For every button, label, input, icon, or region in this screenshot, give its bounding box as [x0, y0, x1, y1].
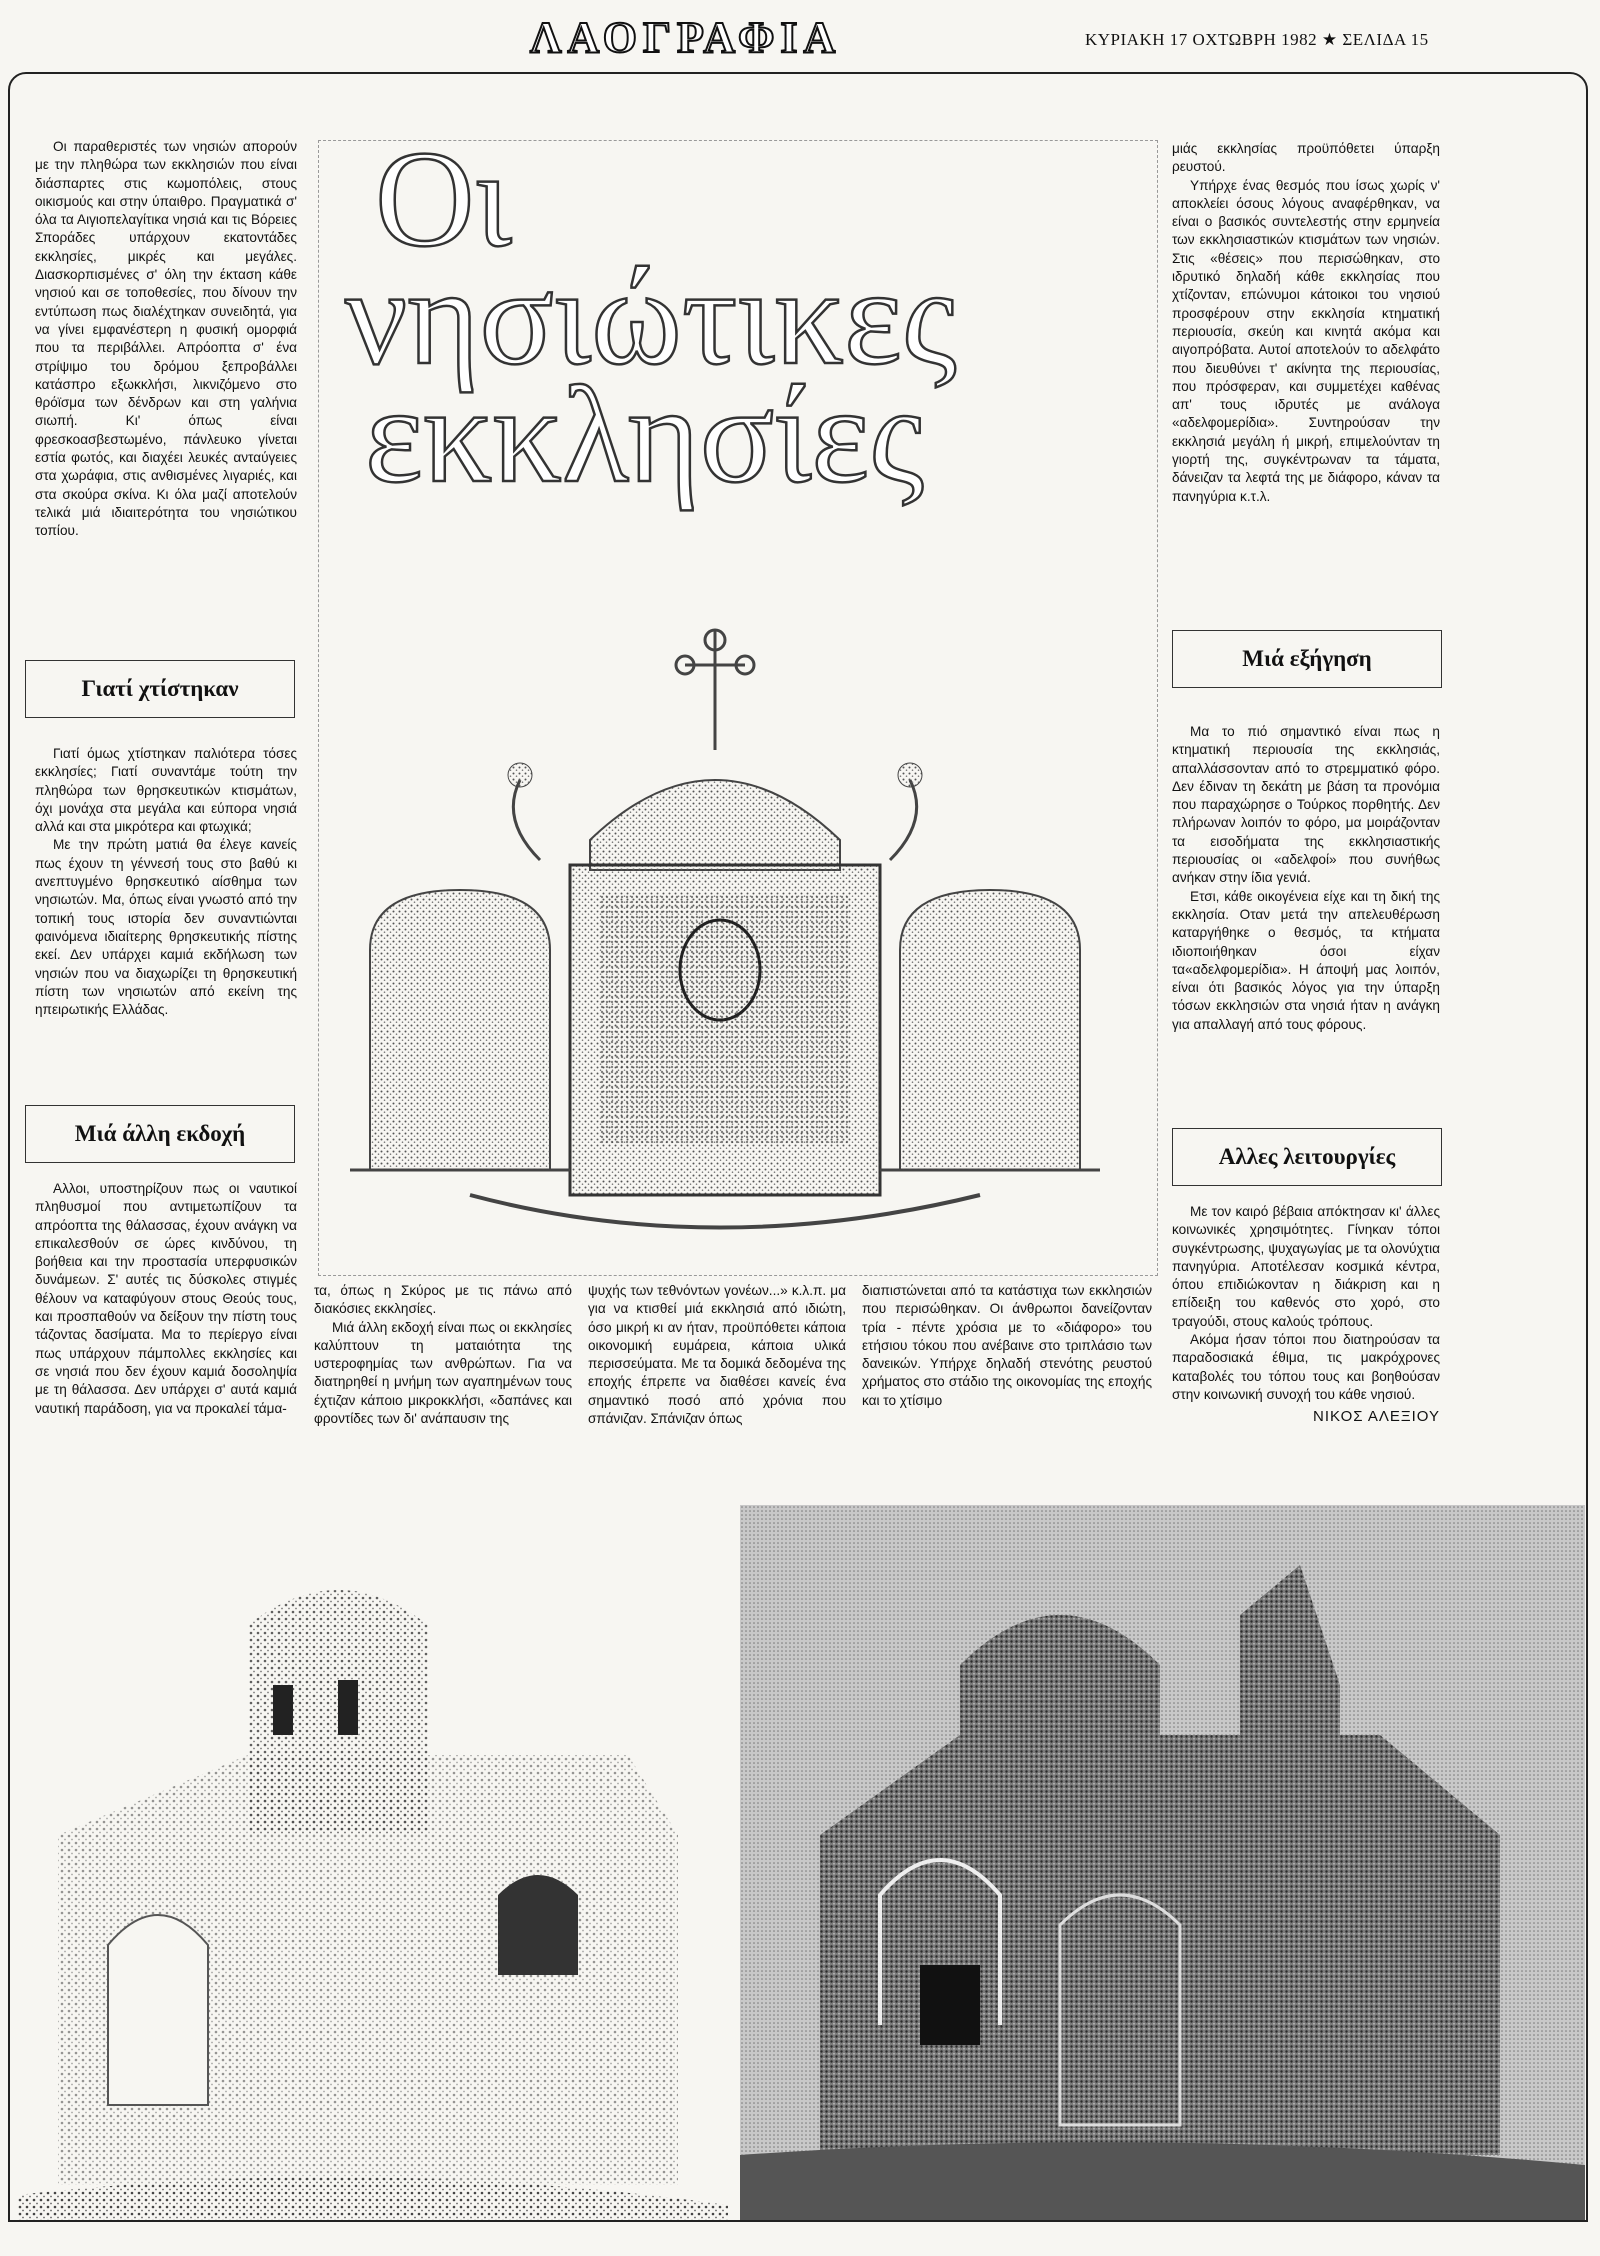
subhead-why-built: Γιατί χτίστηκαν	[25, 660, 295, 718]
iconostasis-illustration	[350, 610, 1100, 1250]
headline-line-2: νησιώτικες	[345, 240, 957, 393]
column-5-top	[1172, 140, 1440, 506]
column-5-explanation	[1172, 723, 1440, 1034]
why-paragraph-2: Με την πρώτη ματιά θα έλεγε κανείς πως έχουν τη γέννεσή τους στο βαθύ κι ανεπτυγμένο θρησκευτικό αίσθημα των νησιωτών. Μα, όπως είναι γνωστό από την τοπική τους ιστορία δεν συναντιώνται φαινόμενα ιδιαίτερης θρησκευτικής πίστης εκεί. Δεν υπάρχει καμιά εκδήλωση των νησιών που να διαχωρίζει τη θρησκευτική πίστη των νησιωτών από εκείνη της ηπειρωτικής Ελλάδας.	[35, 837, 297, 1018]
why-paragraph-1: Γιατί όμως χτίστηκαν παλιότερα τόσες εκκλησίες; Γιατί συναντάμε τούτη την πληθώρα των θρησκευτικών κτισμάτων, όχι μονάχα στα μεγάλα και εύπορα νησιά αλλά και στα μικρότερα και φτωχικά;	[35, 746, 297, 835]
headline-line-1: Οι	[375, 122, 512, 275]
alt-paragraph-1: Αλλοι, υποστηρίζουν πως οι ναυτικοί πληθυσμοί που αντιμετωπίζουν τα απρόοπτα της θάλασσας, έχουν ανάγκη να επικαλεσθούν σε ώρες κινδύνου, τη βοήθεια και την προστασία υπερφυσικών δυνάμεων. Σ' αυτές τις δύσκολες στιγμές θέλουν να καταφύγουν στους Θεούς τους, και προσπαθούν να δείξουν την πίστη τους τάζοντας δασίματα. Μα το περίεργο είναι πως υπάρχουν πάμπολλες εκκλησίες και σε νησιά που δεν έχουν καμιά δοσοληψία με τη θάλασσα. Δεν υπάρχει σ' αυτά καμιά ναυτική παράδοση, για να προκαλεί τάμα-	[35, 1181, 297, 1416]
column-3	[588, 1282, 846, 1428]
subhead-explanation: Μιά εξήγηση	[1172, 630, 1442, 688]
column-4	[862, 1282, 1152, 1410]
column-2	[314, 1282, 572, 1428]
column-5-functions	[1172, 1203, 1440, 1427]
functions-paragraph-1: Με τον καιρό βέβαια απόκτησαν κι' άλλες κοινωνικές χρησιμότητες. Γίνηκαν τόποι συγκέντρωσης, ψυχαγωγίας με τα ολονύχτια πανηγύρια. Αποτέλεσαν κοσμικά κέντρα, όπου επιδιώκονταν η διάκριση και η επίδειξη του καθενός στο χορό, στο τραγούδι, στους καλούς τρόπους.	[1172, 1204, 1440, 1329]
column-2-paragraph-2: Μιά άλλη εκδοχή είναι πως οι εκκλησίες καλύπτουν τη ματαιότητα της υστεροφημίας των ανθρώπων. Για να διατηρηθεί η μνήμη των αγαπημένων τους έχτιζαν κάποιο μικροκκλήσι, «δαπάνες και φροντίδες των δι' ανάπαυσιν της	[314, 1319, 572, 1427]
col5-paragraph-2: Υπήρχε ένας θεσμός που ίσως χωρίς ν' αποκλείει όσους λόγους αναφέρθηκαν, να είναι ο βασικός συντελεστής στην ερμηνεία των εκκλησιαστικών κτισμάτων των νησιών. Στις «θέσεις» που περισώθηκαν, στο ιδρυτικό δηλαδή κάθε εκκλησίας που χτίζονταν, επώνυμοι κάτοικοι του νησιού προσφέρουν στην εκκλησία κτηματική περιουσία, σκεύη και κινητά ακόμα και αιγοπρόβατα. Αυτοί αποτελούν το αδελφάτο που διευθύνει τ' ακίνητα της περιουσίας, που πρόσφεραν, και συμμετέχει καθένας απ' τους ιδρυτές με ανάλογα «αδελφομερίδια». Συντηρούσαν την εκκλησιά μεγάλη ή μικρή, επιμελούνταν τη γιορτή της, συγκέντρωναν τα τάματα, δάνειζαν τα λεφτά της με διάφορο, κάναν τα πανηγύρια κ.τ.λ.	[1172, 177, 1440, 504]
column-1-why	[35, 745, 297, 1019]
headline-line-3: εκκλησίες	[365, 358, 925, 511]
subhead-other-functions: Αλλες λειτουργίες	[1172, 1128, 1442, 1186]
subhead-another-version: Μιά άλλη εκδοχή	[25, 1105, 295, 1163]
explanation-paragraph-2: Ετσι, κάθε οικογένεια είχε και τη δική της εκκλησία. Οταν μετά την απελευθέρωση καταργήθηκε ο θεσμός, τα κτήματα ιδιοποιήθηκαν όσοι είχαν τα«αδελφομερίδια». Η άποψή μας λοιπόν, είναι ότι βασικός λόγος για την ύπαρξη τόσων εκκλησιών στα νησιά ήταν η ανάγκη για απαλλαγή από τους φόρους.	[1172, 888, 1440, 1032]
column-2-paragraph-1: τα, όπως η Σκύρος με τις πάνω από διακόσιες εκκλησίες.	[314, 1283, 572, 1317]
intro-paragraph: Οι παραθεριστές των νησιών απορούν με την πληθώρα των εκκλησιών που είναι διάσπαρτες στις κωμοπόλεις, στους οικισμούς και στην ύπαιθρο. Πραγματικά σ' όλα τα Αιγιοπελαγίτικα νησιά και τις Βόρειες Σποράδες υπάρχουν εκατοντάδες εκκλησίες, μικρές και μεγάλες. Διασκορπισμένες σ' όλη την έκταση κάθε νησιού και σε τοποθεσίες, που δίνουν την εντύπωση πως διαλέχτηκαν συνειδητά, για να γίνει εμφανέστερη η φυσική ομορφιά που τα περιβάλλει. Απρόοπτα σ' ένα στρίψιμο του δρόμου ξεπροβάλλει κατάσπρο εξωκκλήσι, λικνιζόμενο στο θρόϊσμα των δένδρων και στη γαλήνια σιωπή. Κι' όπως είναι φρεσκοασβεστωμένο, πάνλευκο γίνεται εστία φωτός, και διαχέει λευκές ανταύγειες στα χωράφια, στις ανθισμένες λιγαριές, και στα σκούρα σκίνα. Κι όλα μαζί αποτελούν τελικά μιά ιδιαιτερότητα του νησιώτικου τοπίου.	[35, 139, 297, 539]
col5-paragraph-1: μιάς εκκλησίας προϋπόθετει ύπαρξη ρευστού.	[1172, 141, 1440, 175]
church-photo-left	[18, 1505, 728, 2220]
column-1-alt	[35, 1180, 297, 1418]
functions-paragraph-2: Ακόμα ήσαν τόποι που διατηρούσαν τα παραδοσιακά έθιμα, τις μακρόχρονες καταβολές του τόπου τους και βοηθούσαν στην κοινωνική συνοχή του κάθε νησιού.	[1172, 1332, 1440, 1402]
church-photo-right	[740, 1505, 1585, 2220]
author-signature: ΝΙΚΟΣ ΑΛΕΞΙΟΥ	[1313, 1408, 1440, 1426]
column-3-paragraph: ψυχής των τεθνόντων γονέων...» κ.λ.π. μα για να κτισθεί μιά εκκλησιά από ιδιώτη, όσο μικρή κι αν ήταν, προϋπόθετει κάποια οικονομική ευμάρεια, κάποια υλικά περισσεύματα. Με τα δομικά δεδομένα της εποχής έπρεπε να διαθέσει κανείς ένα σημαντικό ποσό από χρόνια που σπάνιζαν. Σπάνιζαν όπως	[588, 1283, 846, 1427]
section-title: ΛΑΟΓΡΑΦΙΑ	[530, 13, 842, 62]
column-4-paragraph: διαπιστώνεται από τα κατάστιχα των εκκλησιών που περισώθηκαν. Οι άνθρωποι δανείζονταν τρία - πέντε χρόσια με το «διάφορο» του ετήσιου τόκου που ανέβαινε στο τριπλάσιο των δανεικών. Υπήρχε δηλαδή στενότης ρευστού χρήματος στο στάδιο της οικονομίας της εποχής και το χτίσιμο	[862, 1283, 1152, 1408]
masthead	[0, 0, 1600, 70]
headline	[345, 122, 1125, 511]
dateline: ΚΥΡΙΑΚΗ 17 ΟΧΤΩΒΡΗ 1982 ★ ΣΕΛΙΔΑ 15	[1085, 30, 1429, 49]
column-1-intro	[35, 138, 297, 541]
explanation-paragraph-1: Μα το πιό σημαντικό είναι πως η κτηματική περιουσία της εκκλησιάς, απαλλάσσονταν από το στρεμματικό φόρο. Δεν έδιναν τη δεκάτη με βάση τα προνόμια που παραχώρησε ο Τούρκος πορθητής. Δεν πλήρωναν λοιπόν το φόρο, μα μοιράζονταν τα εισοδήματα της εκκλησιαστικής περιουσίας οι «αδελφοί» που συνήθως ανήκαν στην ίδια γενιά.	[1172, 724, 1440, 886]
